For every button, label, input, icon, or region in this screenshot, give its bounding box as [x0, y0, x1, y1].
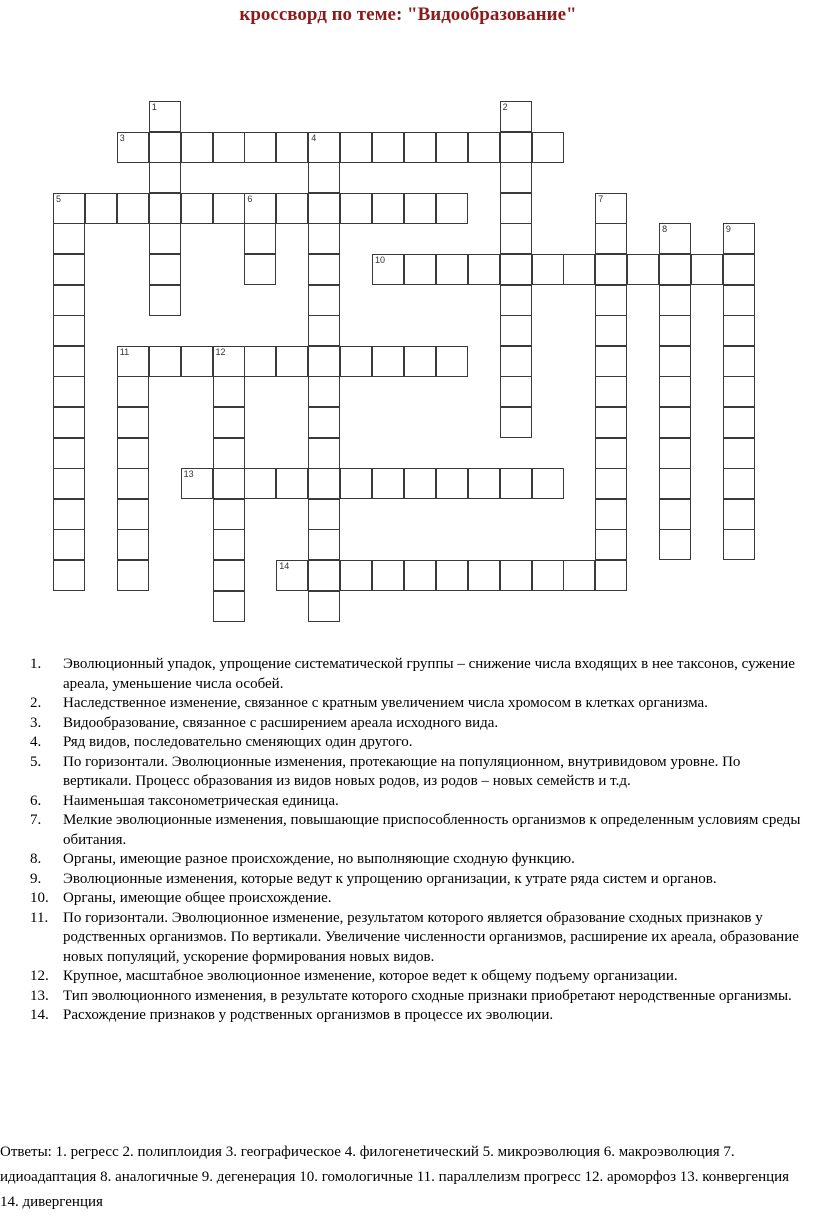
crossword-cell[interactable] [53, 193, 85, 224]
crossword-cell[interactable] [181, 132, 213, 163]
crossword-cell[interactable] [500, 162, 532, 193]
crossword-cell[interactable] [500, 407, 532, 438]
crossword-cell[interactable] [436, 346, 468, 377]
clue-number: 4. [30, 734, 42, 750]
clue-text: Мелкие эволюционные изменения, повышающие приспособленность организмов к определенным условиям среды обитания. [63, 812, 801, 848]
clue-text: Крупное, масштабное эволюционное изменение, которое ведет к общему подъему организации. [63, 968, 678, 984]
crossword-cell[interactable] [532, 560, 564, 591]
clue-item [30, 870, 810, 890]
crossword-cell[interactable] [308, 315, 340, 346]
clue-number: 12. [30, 968, 49, 984]
crossword-cell[interactable] [595, 376, 627, 407]
crossword-cell[interactable] [500, 376, 532, 407]
answers-text: Ответы: 1. регресс 2. полиплоидия 3. географическое 4. филогенетический 5. микроэволюция 6. макроэволюция 7. идиоадаптация 8. аналогичные 9. дегенерация 10. гомологичные 11. параллелизм прогресс 12. ароморфоз 13. конвергенция 14. дивергенция [0, 1144, 790, 1210]
crossword-cell[interactable] [117, 193, 149, 224]
clue-item [30, 655, 810, 694]
crossword-cell[interactable] [53, 529, 85, 560]
crossword-cell[interactable] [500, 254, 532, 285]
crossword-cell[interactable] [500, 346, 532, 377]
cell-number: 6 [247, 193, 253, 204]
crossword-cell[interactable] [117, 438, 149, 469]
crossword-cell[interactable] [53, 407, 85, 438]
clue-number: 8. [30, 851, 42, 867]
crossword-cell[interactable] [117, 499, 149, 530]
crossword-cell[interactable] [308, 438, 340, 469]
cell-number: 11 [119, 346, 130, 357]
clue-item [30, 811, 810, 850]
crossword-cell[interactable] [117, 132, 149, 163]
cell-number: 9 [725, 224, 731, 235]
crossword-cell[interactable] [213, 438, 245, 469]
crossword-cell[interactable] [276, 468, 308, 499]
crossword-cell[interactable] [117, 560, 149, 591]
crossword-cell[interactable] [276, 560, 308, 591]
crossword-cell[interactable] [436, 132, 468, 163]
crossword-cell[interactable] [500, 285, 532, 316]
crossword-cell[interactable] [308, 376, 340, 407]
crossword-cell[interactable] [404, 560, 436, 591]
crossword-cell[interactable] [308, 193, 340, 224]
crossword-cell[interactable] [213, 468, 245, 499]
crossword-cell[interactable] [723, 254, 755, 285]
crossword-cell[interactable] [436, 193, 468, 224]
clue-text: Ряд видов, последовательно сменяющих один другого. [63, 734, 413, 750]
crossword-cell[interactable] [149, 132, 181, 163]
clue-text: Органы, имеющие разное происхождение, но выполняющие сходную функцию. [63, 851, 575, 867]
clue-text: Тип эволюционного изменения, в результате которого сходные признаки приобретают неродственные организмы. [63, 987, 792, 1004]
crossword-cell[interactable] [117, 346, 149, 377]
crossword-cell[interactable] [340, 193, 372, 224]
crossword-cell[interactable] [723, 376, 755, 407]
crossword-cell[interactable] [723, 468, 755, 499]
crossword-cell[interactable] [659, 346, 691, 377]
crossword-cell[interactable] [659, 529, 691, 560]
cell-number: 13 [183, 469, 194, 480]
crossword-cell[interactable] [595, 560, 627, 591]
crossword-cell[interactable] [276, 193, 308, 224]
clue-item [30, 909, 810, 968]
crossword-cell[interactable] [595, 468, 627, 499]
crossword-cell[interactable] [595, 407, 627, 438]
crossword-cell[interactable] [659, 285, 691, 316]
crossword-cell[interactable] [117, 529, 149, 560]
crossword-cell[interactable] [149, 285, 181, 316]
crossword-cell[interactable] [723, 499, 755, 530]
crossword-cell[interactable] [404, 254, 436, 285]
crossword-cell[interactable] [723, 223, 755, 254]
crossword-cell[interactable] [659, 223, 691, 254]
crossword-cell[interactable] [149, 223, 181, 254]
clue-item [30, 987, 810, 1007]
crossword-cell[interactable] [308, 591, 340, 622]
crossword-cell[interactable] [372, 560, 404, 591]
crossword-cell[interactable] [53, 223, 85, 254]
cell-number: 8 [662, 224, 668, 235]
crossword-cell[interactable] [181, 346, 213, 377]
crossword-cell[interactable] [627, 254, 659, 285]
clue-number: 11. [30, 909, 49, 926]
crossword-cell[interactable] [595, 315, 627, 346]
crossword-cell[interactable] [213, 132, 245, 163]
crossword-cell[interactable] [372, 468, 404, 499]
crossword-cell[interactable] [532, 254, 564, 285]
cell-number: 2 [502, 102, 508, 112]
crossword-cell[interactable] [500, 101, 532, 132]
clue-number: 5. [30, 753, 42, 770]
crossword-cell[interactable] [244, 346, 276, 377]
cell-number: 4 [311, 132, 317, 143]
crossword-cell[interactable] [595, 285, 627, 316]
crossword-cell[interactable] [117, 468, 149, 499]
crossword-cell[interactable] [53, 499, 85, 530]
crossword-cell[interactable] [468, 132, 500, 163]
crossword-cell[interactable] [595, 223, 627, 254]
crossword-cell[interactable] [181, 193, 213, 224]
crossword-cell[interactable] [500, 315, 532, 346]
crossword-cell[interactable] [372, 346, 404, 377]
cell-number: 10 [375, 255, 386, 265]
crossword-cell[interactable] [308, 560, 340, 591]
crossword-cell[interactable] [213, 591, 245, 622]
clue-item [30, 1006, 810, 1026]
clue-item [30, 889, 810, 909]
crossword-cell[interactable] [723, 346, 755, 377]
crossword-cell[interactable] [436, 468, 468, 499]
clue-text: Эволюционные изменения, которые ведут к упрощению организации, к утрате ряда систем и органов. [63, 870, 717, 887]
crossword-cell[interactable] [149, 346, 181, 377]
crossword-cell[interactable] [117, 407, 149, 438]
clue-text: Наследственное изменение, связанное с кратным увеличением числа хромосом в клетках организма. [63, 695, 708, 711]
crossword-cell[interactable] [244, 254, 276, 285]
crossword-cell[interactable] [659, 407, 691, 438]
crossword-cell[interactable] [213, 529, 245, 560]
crossword-cell[interactable] [595, 193, 627, 224]
cell-number: 5 [56, 193, 62, 204]
crossword-cell[interactable] [723, 315, 755, 346]
crossword-cell[interactable] [117, 376, 149, 407]
crossword-cell[interactable] [149, 101, 181, 132]
crossword-cell[interactable] [213, 193, 245, 224]
clue-text: Наименьшая таксонометрическая единица. [63, 792, 339, 809]
crossword-cell[interactable] [500, 560, 532, 591]
crossword-cell[interactable] [500, 193, 532, 224]
crossword-cell[interactable] [276, 132, 308, 163]
crossword-cell[interactable] [244, 132, 276, 163]
crossword-cell[interactable] [372, 132, 404, 163]
cell-number: 12 [215, 346, 226, 357]
clue-number: 13. [30, 987, 49, 1004]
clue-text: По горизонтали. Эволюционное изменение, результатом которого является образование сходных признаков у родственных организмов. По вертикали. Увеличение численности организмов, расширение их ареала, образование новых популяций, ускорение формирования новых видов. [63, 909, 799, 965]
crossword-cell[interactable] [308, 346, 340, 377]
crossword-cell[interactable] [532, 468, 564, 499]
crossword-cell[interactable] [213, 499, 245, 530]
clue-number: 1. [30, 656, 42, 672]
clue-number: 9. [30, 870, 42, 887]
crossword-cell[interactable] [308, 407, 340, 438]
crossword-cell[interactable] [723, 407, 755, 438]
crossword-cell[interactable] [53, 560, 85, 591]
crossword-cell[interactable] [213, 346, 245, 377]
crossword-cell[interactable] [244, 223, 276, 254]
crossword-cell[interactable] [308, 132, 340, 163]
cell-number: 3 [119, 132, 125, 143]
crossword-cell[interactable] [213, 560, 245, 591]
crossword-cell[interactable] [659, 376, 691, 407]
clue-item [30, 967, 810, 987]
clue-item [30, 753, 810, 792]
crossword-cell[interactable] [532, 132, 564, 163]
clue-text: Видообразование, связанное с расширением ареала исходного вида. [63, 714, 499, 731]
crossword-cell[interactable] [659, 438, 691, 469]
crossword-cell[interactable] [595, 346, 627, 377]
crossword-cell[interactable] [340, 560, 372, 591]
crossword-cell[interactable] [595, 254, 627, 285]
crossword-cell[interactable] [372, 254, 404, 285]
clue-item [30, 733, 810, 753]
crossword-cell[interactable] [53, 346, 85, 377]
crossword-cell[interactable] [308, 162, 340, 193]
crossword-cell[interactable] [659, 499, 691, 530]
crossword-cell[interactable] [404, 468, 436, 499]
crossword-cell[interactable] [500, 132, 532, 163]
crossword-cell[interactable] [468, 254, 500, 285]
clue-text: По горизонтали. Эволюционные изменения, протекающие на популяционном, внутривидовом уровне. По вертикали. Процесс образования из видов новых родов, из родов – новых семейств и т.д. [63, 753, 741, 789]
crossword-cell[interactable] [213, 376, 245, 407]
crossword-cell[interactable] [404, 193, 436, 224]
clue-number: 6. [30, 792, 42, 809]
crossword-cell[interactable] [340, 468, 372, 499]
clue-number: 10. [30, 890, 49, 906]
crossword-cell[interactable] [308, 468, 340, 499]
crossword-cell[interactable] [149, 193, 181, 224]
clue-item [30, 850, 810, 870]
crossword-cell[interactable] [468, 468, 500, 499]
page-title: кроссворд по теме: "Видообразование" [239, 4, 577, 25]
crossword-cell[interactable] [500, 223, 532, 254]
crossword-cell[interactable] [595, 438, 627, 469]
crossword-cell[interactable] [53, 376, 85, 407]
crossword-cell[interactable] [53, 254, 85, 285]
clue-text: Эволюционный упадок, упрощение систематической группы – снижение числа входящих в нее таксонов, сужение ареала, уменьшение числа особей. [63, 656, 795, 692]
crossword-cell[interactable] [659, 254, 691, 285]
clue-text: Расхождение признаков у родственных организмов в процессе их эволюции. [63, 1007, 554, 1023]
crossword-cell[interactable] [244, 193, 276, 224]
clue-number: 2. [30, 695, 42, 711]
crossword-cell[interactable] [659, 315, 691, 346]
crossword-cell[interactable] [468, 560, 500, 591]
crossword-cell[interactable] [85, 193, 117, 224]
crossword-cell[interactable] [563, 560, 595, 591]
crossword-cell[interactable] [436, 254, 468, 285]
crossword-cell[interactable] [404, 132, 436, 163]
crossword-cell[interactable] [340, 346, 372, 377]
clue-number: 7. [30, 812, 42, 828]
crossword-cell[interactable] [149, 162, 181, 193]
clue-item [30, 694, 810, 714]
crossword-cell[interactable] [308, 223, 340, 254]
clue-number: 14. [30, 1007, 49, 1023]
crossword-cell[interactable] [308, 529, 340, 560]
clue-list [30, 655, 810, 1026]
crossword-cell[interactable] [436, 560, 468, 591]
crossword-cell[interactable] [595, 499, 627, 530]
crossword-cell[interactable] [404, 346, 436, 377]
crossword-cell[interactable] [308, 254, 340, 285]
cell-number: 1 [151, 102, 157, 112]
crossword-cell[interactable] [53, 285, 85, 316]
crossword-cell[interactable] [723, 438, 755, 469]
cell-number: 14 [279, 561, 290, 571]
crossword-cell[interactable] [723, 285, 755, 316]
crossword-cell[interactable] [500, 468, 532, 499]
crossword-cell[interactable] [53, 468, 85, 499]
crossword-cell[interactable] [723, 529, 755, 560]
clue-text: Органы, имеющие общее происхождение. [63, 890, 332, 906]
crossword-cell[interactable] [53, 315, 85, 346]
crossword-cell[interactable] [181, 468, 213, 499]
crossword-cell[interactable] [372, 193, 404, 224]
crossword-cell[interactable] [659, 468, 691, 499]
crossword-cell[interactable] [691, 254, 723, 285]
crossword-cell[interactable] [308, 285, 340, 316]
crossword-cell[interactable] [149, 254, 181, 285]
clue-item [30, 792, 810, 812]
crossword-cell[interactable] [340, 132, 372, 163]
crossword-cell[interactable] [563, 254, 595, 285]
crossword-cell[interactable] [244, 468, 276, 499]
cell-number: 7 [598, 193, 604, 204]
clue-number: 3. [30, 714, 42, 731]
clue-item [30, 714, 810, 734]
crossword-cell[interactable] [213, 407, 245, 438]
crossword-cell[interactable] [276, 346, 308, 377]
crossword-cell[interactable] [53, 438, 85, 469]
crossword-cell[interactable] [595, 529, 627, 560]
crossword-cell[interactable] [308, 499, 340, 530]
